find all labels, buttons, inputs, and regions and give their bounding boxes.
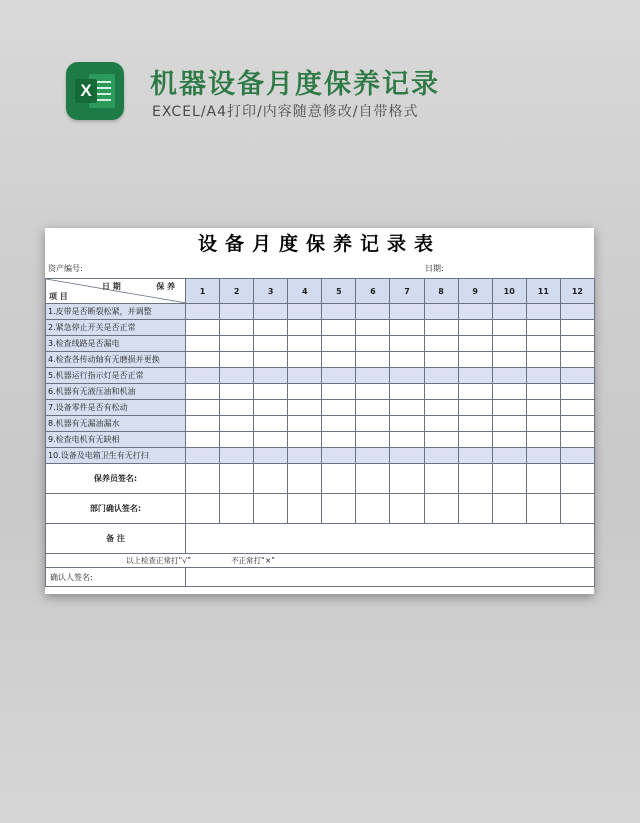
check-cell[interactable] bbox=[356, 304, 390, 320]
check-cell[interactable] bbox=[492, 416, 526, 432]
check-cell[interactable] bbox=[288, 384, 322, 400]
table-row bbox=[46, 368, 595, 384]
document-title: 设备月度保养记录表 bbox=[197, 233, 441, 255]
table-header-row bbox=[46, 279, 595, 304]
page-subtitle: EXCEL/A4打印/内容随意修改/自带格式 bbox=[152, 104, 419, 120]
page-title: 机器设备月度保养记录 bbox=[150, 69, 440, 100]
check-cell[interactable] bbox=[424, 448, 458, 464]
check-cell[interactable] bbox=[186, 368, 220, 384]
check-cell[interactable] bbox=[526, 304, 560, 320]
day-header: 4 bbox=[288, 279, 322, 304]
check-cell[interactable] bbox=[458, 400, 492, 416]
check-cell[interactable] bbox=[458, 384, 492, 400]
check-cell[interactable] bbox=[526, 320, 560, 336]
check-cell[interactable] bbox=[526, 416, 560, 432]
check-cell[interactable] bbox=[424, 368, 458, 384]
department-signature-row bbox=[46, 494, 595, 524]
maintainer-signature-row bbox=[46, 464, 595, 494]
check-cell[interactable] bbox=[186, 416, 220, 432]
check-cell[interactable] bbox=[390, 448, 424, 464]
confirm-signature-field[interactable] bbox=[186, 568, 595, 587]
check-cell[interactable] bbox=[492, 368, 526, 384]
confirm-row bbox=[46, 568, 595, 587]
day-header: 9 bbox=[458, 279, 492, 304]
check-cell[interactable] bbox=[458, 320, 492, 336]
confirm-signature-label: 确认人签名: bbox=[46, 568, 186, 587]
check-cell[interactable] bbox=[526, 352, 560, 368]
check-cell[interactable] bbox=[458, 304, 492, 320]
check-cell[interactable] bbox=[254, 416, 288, 432]
check-cell[interactable] bbox=[560, 400, 594, 416]
maintainer-signature-cell[interactable] bbox=[458, 464, 492, 494]
table-row bbox=[46, 336, 595, 352]
day-header: 2 bbox=[220, 279, 254, 304]
excel-logo-icon bbox=[66, 62, 124, 120]
day-header: 6 bbox=[356, 279, 390, 304]
department-signature-cell[interactable] bbox=[254, 494, 288, 524]
check-cell[interactable] bbox=[288, 432, 322, 448]
maintainer-signature-cell[interactable] bbox=[390, 464, 424, 494]
department-signature-cell[interactable] bbox=[186, 494, 220, 524]
check-cell[interactable] bbox=[458, 448, 492, 464]
check-cell[interactable] bbox=[424, 416, 458, 432]
maintainer-signature-cell[interactable] bbox=[356, 464, 390, 494]
check-cell[interactable] bbox=[288, 400, 322, 416]
check-cell[interactable] bbox=[492, 352, 526, 368]
table-row bbox=[46, 448, 595, 464]
check-cell[interactable] bbox=[186, 336, 220, 352]
maintainer-signature-cell[interactable] bbox=[560, 464, 594, 494]
check-cell[interactable] bbox=[560, 336, 594, 352]
check-cell[interactable] bbox=[288, 416, 322, 432]
check-cell[interactable] bbox=[560, 352, 594, 368]
maintainer-signature-cell[interactable] bbox=[526, 464, 560, 494]
check-cell[interactable] bbox=[526, 448, 560, 464]
item-label: 6.机器有无液压油和机油 bbox=[46, 384, 186, 400]
check-cell[interactable] bbox=[390, 368, 424, 384]
table-row bbox=[46, 304, 595, 320]
department-signature-cell[interactable] bbox=[560, 494, 594, 524]
check-cell[interactable] bbox=[254, 448, 288, 464]
check-cell[interactable] bbox=[220, 416, 254, 432]
item-label: 9.检查电机有无缺相 bbox=[46, 432, 186, 448]
check-cell[interactable] bbox=[560, 320, 594, 336]
maintainer-signature-cell[interactable] bbox=[288, 464, 322, 494]
check-cell[interactable] bbox=[220, 448, 254, 464]
check-cell[interactable] bbox=[424, 352, 458, 368]
document-preview bbox=[45, 228, 594, 594]
check-cell[interactable] bbox=[288, 320, 322, 336]
item-label: 4.检查各传动轴有无磨损并更换 bbox=[46, 352, 186, 368]
check-cell[interactable] bbox=[492, 400, 526, 416]
check-cell[interactable] bbox=[322, 416, 356, 432]
check-cell[interactable] bbox=[458, 336, 492, 352]
check-cell[interactable] bbox=[254, 320, 288, 336]
check-cell[interactable] bbox=[220, 384, 254, 400]
maintainer-signature-cell[interactable] bbox=[492, 464, 526, 494]
check-cell[interactable] bbox=[390, 384, 424, 400]
remarks-row bbox=[46, 524, 595, 554]
check-cell[interactable] bbox=[322, 448, 356, 464]
check-cell[interactable] bbox=[186, 320, 220, 336]
check-cell[interactable] bbox=[424, 384, 458, 400]
department-signature-cell[interactable] bbox=[288, 494, 322, 524]
item-label: 10.设备及电箱卫生有无打扫 bbox=[46, 448, 186, 464]
legend-abnormal: 不正常打“×” bbox=[231, 556, 276, 565]
maintenance-table bbox=[45, 278, 595, 587]
check-cell[interactable] bbox=[254, 336, 288, 352]
item-label: 3.检查线路是否漏电 bbox=[46, 336, 186, 352]
check-cell[interactable] bbox=[390, 432, 424, 448]
remarks-label: 备 注 bbox=[46, 524, 186, 554]
department-signature-cell[interactable] bbox=[492, 494, 526, 524]
check-cell[interactable] bbox=[560, 416, 594, 432]
table-row bbox=[46, 352, 595, 368]
check-cell[interactable] bbox=[322, 432, 356, 448]
check-cell[interactable] bbox=[458, 352, 492, 368]
check-cell[interactable] bbox=[186, 352, 220, 368]
check-cell[interactable] bbox=[390, 400, 424, 416]
maintainer-signature-cell[interactable] bbox=[254, 464, 288, 494]
check-cell[interactable] bbox=[186, 304, 220, 320]
check-cell[interactable] bbox=[322, 384, 356, 400]
legend-cell bbox=[46, 554, 595, 568]
check-cell[interactable] bbox=[220, 320, 254, 336]
check-cell[interactable] bbox=[492, 448, 526, 464]
corner-label-date: 日 期 bbox=[102, 282, 121, 291]
check-cell[interactable] bbox=[560, 432, 594, 448]
check-cell[interactable] bbox=[526, 400, 560, 416]
item-label: 8.机器有无漏油漏水 bbox=[46, 416, 186, 432]
check-cell[interactable] bbox=[186, 400, 220, 416]
day-header: 5 bbox=[322, 279, 356, 304]
check-cell[interactable] bbox=[322, 320, 356, 336]
check-cell[interactable] bbox=[492, 384, 526, 400]
maintainer-signature-label: 保养员签名: bbox=[46, 464, 186, 494]
check-cell[interactable] bbox=[356, 416, 390, 432]
check-cell[interactable] bbox=[322, 336, 356, 352]
check-cell[interactable] bbox=[322, 304, 356, 320]
check-cell[interactable] bbox=[288, 448, 322, 464]
check-cell[interactable] bbox=[424, 400, 458, 416]
check-cell[interactable] bbox=[220, 336, 254, 352]
check-cell[interactable] bbox=[356, 384, 390, 400]
check-cell[interactable] bbox=[458, 416, 492, 432]
department-signature-cell[interactable] bbox=[356, 494, 390, 524]
check-cell[interactable] bbox=[186, 384, 220, 400]
day-header: 10 bbox=[492, 279, 526, 304]
department-signature-cell[interactable] bbox=[458, 494, 492, 524]
day-header: 8 bbox=[424, 279, 458, 304]
check-cell[interactable] bbox=[492, 336, 526, 352]
check-cell[interactable] bbox=[560, 368, 594, 384]
check-cell[interactable] bbox=[356, 448, 390, 464]
check-cell[interactable] bbox=[186, 432, 220, 448]
check-cell[interactable] bbox=[356, 352, 390, 368]
check-cell[interactable] bbox=[356, 320, 390, 336]
check-cell[interactable] bbox=[356, 336, 390, 352]
check-cell[interactable] bbox=[220, 352, 254, 368]
department-signature-cell[interactable] bbox=[322, 494, 356, 524]
check-cell[interactable] bbox=[390, 320, 424, 336]
check-cell[interactable] bbox=[254, 400, 288, 416]
check-cell[interactable] bbox=[492, 304, 526, 320]
check-cell[interactable] bbox=[424, 432, 458, 448]
maintainer-signature-cell[interactable] bbox=[186, 464, 220, 494]
check-cell[interactable] bbox=[526, 336, 560, 352]
check-cell[interactable] bbox=[254, 432, 288, 448]
check-cell[interactable] bbox=[220, 368, 254, 384]
check-cell[interactable] bbox=[254, 384, 288, 400]
day-header: 1 bbox=[186, 279, 220, 304]
table-row bbox=[46, 320, 595, 336]
legend-row bbox=[46, 554, 595, 568]
check-cell[interactable] bbox=[458, 432, 492, 448]
department-signature-cell[interactable] bbox=[390, 494, 424, 524]
check-cell[interactable] bbox=[492, 432, 526, 448]
corner-label-maintenance: 保 养 bbox=[156, 282, 175, 291]
check-cell[interactable] bbox=[526, 432, 560, 448]
table-row bbox=[46, 416, 595, 432]
check-cell[interactable] bbox=[254, 368, 288, 384]
header bbox=[0, 0, 640, 140]
check-cell[interactable] bbox=[390, 352, 424, 368]
check-cell[interactable] bbox=[254, 352, 288, 368]
day-header: 7 bbox=[390, 279, 424, 304]
check-cell[interactable] bbox=[322, 368, 356, 384]
item-label: 7.设备零件是否有松动 bbox=[46, 400, 186, 416]
check-cell[interactable] bbox=[220, 400, 254, 416]
remarks-field[interactable] bbox=[186, 524, 595, 554]
check-cell[interactable] bbox=[356, 368, 390, 384]
check-cell[interactable] bbox=[288, 352, 322, 368]
check-cell[interactable] bbox=[356, 432, 390, 448]
item-label: 1.皮带是否断裂松紧，并调整 bbox=[46, 304, 186, 320]
check-cell[interactable] bbox=[254, 304, 288, 320]
maintainer-signature-cell[interactable] bbox=[424, 464, 458, 494]
check-cell[interactable] bbox=[322, 400, 356, 416]
item-label: 5.机器运行指示灯是否正常 bbox=[46, 368, 186, 384]
check-cell[interactable] bbox=[526, 384, 560, 400]
maintainer-signature-cell[interactable] bbox=[220, 464, 254, 494]
corner-header bbox=[46, 279, 186, 304]
check-cell[interactable] bbox=[288, 336, 322, 352]
check-cell[interactable] bbox=[424, 336, 458, 352]
check-cell[interactable] bbox=[390, 416, 424, 432]
department-signature-cell[interactable] bbox=[526, 494, 560, 524]
check-cell[interactable] bbox=[424, 304, 458, 320]
asset-number-label: 资产编号: bbox=[48, 264, 83, 273]
check-cell[interactable] bbox=[526, 368, 560, 384]
check-cell[interactable] bbox=[560, 448, 594, 464]
table-row bbox=[46, 384, 595, 400]
check-cell[interactable] bbox=[322, 352, 356, 368]
corner-label-item: 项 目 bbox=[49, 292, 68, 301]
table-row bbox=[46, 400, 595, 416]
department-signature-label: 部门确认签名: bbox=[46, 494, 186, 524]
department-signature-cell[interactable] bbox=[424, 494, 458, 524]
check-cell[interactable] bbox=[220, 432, 254, 448]
department-signature-cell[interactable] bbox=[220, 494, 254, 524]
legend-normal: 以上检查正常打“√” bbox=[126, 556, 192, 565]
item-label: 2.紧急停止开关是否正常 bbox=[46, 320, 186, 336]
check-cell[interactable] bbox=[220, 304, 254, 320]
day-header: 3 bbox=[254, 279, 288, 304]
table-row bbox=[46, 432, 595, 448]
day-header: 12 bbox=[560, 279, 594, 304]
maintainer-signature-cell[interactable] bbox=[322, 464, 356, 494]
check-cell[interactable] bbox=[560, 384, 594, 400]
date-label: 日期: bbox=[425, 264, 444, 273]
check-cell[interactable] bbox=[390, 336, 424, 352]
check-cell[interactable] bbox=[458, 368, 492, 384]
check-cell[interactable] bbox=[492, 320, 526, 336]
check-cell[interactable] bbox=[356, 400, 390, 416]
check-cell[interactable] bbox=[560, 304, 594, 320]
check-cell[interactable] bbox=[288, 368, 322, 384]
check-cell[interactable] bbox=[186, 448, 220, 464]
excel-x-icon: X bbox=[75, 79, 97, 103]
day-header: 11 bbox=[526, 279, 560, 304]
check-cell[interactable] bbox=[424, 320, 458, 336]
check-cell[interactable] bbox=[288, 304, 322, 320]
check-cell[interactable] bbox=[390, 304, 424, 320]
